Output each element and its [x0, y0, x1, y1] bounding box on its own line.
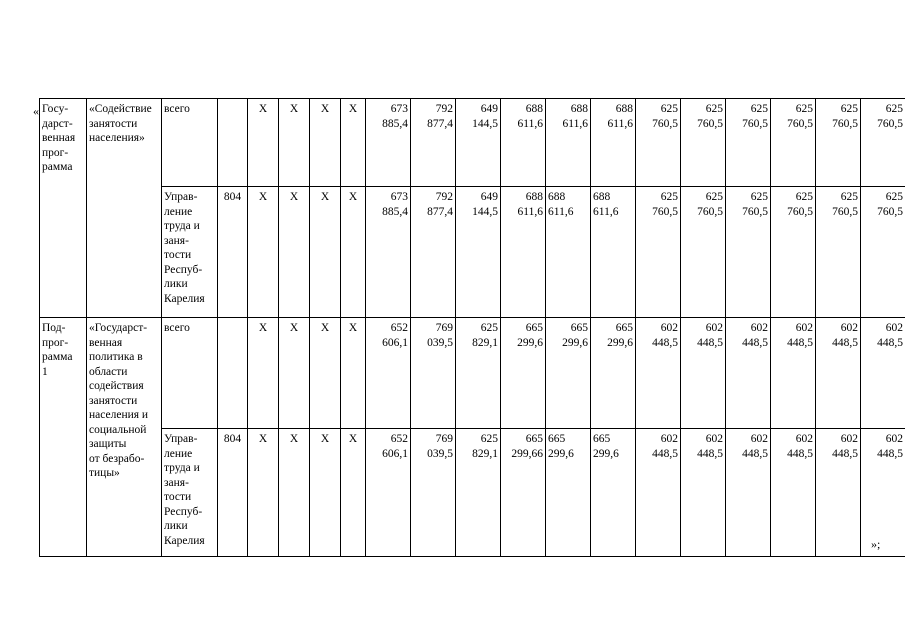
- value-cell: 665 299,6: [591, 318, 636, 429]
- value-cell: 602 448,5: [771, 429, 816, 557]
- value-cell: 665 299,6: [546, 429, 591, 557]
- value-cell: 602 448,5: [816, 429, 861, 557]
- vr-cell: X: [310, 187, 341, 318]
- value-cell: 602 448,5: [726, 429, 771, 557]
- value-cell: 625 760,5: [861, 187, 905, 318]
- grbs-cell: [218, 318, 248, 429]
- rzpr-cell: X: [248, 318, 279, 429]
- value-cell: 602 448,5: [681, 429, 726, 557]
- table-row: [40, 99, 905, 187]
- value-cell: 688 611,6: [546, 187, 591, 318]
- csr-cell: X: [279, 99, 310, 187]
- closing-quote: »;: [871, 537, 881, 551]
- grbs-cell: 804: [218, 187, 248, 318]
- grbs-cell: [218, 99, 248, 187]
- value-cell: 602 448,5: [681, 318, 726, 429]
- program-name-cell: «Содействие занятости населения»: [87, 99, 162, 318]
- value-cell: 688 611,6: [501, 187, 546, 318]
- value-cell: 792 877,4: [411, 99, 456, 187]
- value-cell: 652 606,1: [366, 318, 411, 429]
- value-cell: 625 829,1: [456, 429, 501, 557]
- value-cell: 625 829,1: [456, 318, 501, 429]
- value-cell: 652 606,1: [366, 429, 411, 557]
- value-cell: 673 885,4: [366, 187, 411, 318]
- x4-cell: X: [341, 99, 366, 187]
- status-cell: Госу- дарст- венная прог- рамма: [40, 99, 87, 318]
- vr-cell: X: [310, 318, 341, 429]
- value-cell: 665 299,6: [501, 318, 546, 429]
- responsible-cell: всего: [162, 318, 218, 429]
- value-cell: 665 299,6: [546, 318, 591, 429]
- value-cell: 688 611,6: [501, 99, 546, 187]
- vr-cell: X: [310, 99, 341, 187]
- responsible-cell: Управ- ление труда и заня- тости Респуб- лики Карелия: [162, 187, 218, 318]
- value-cell: 673 885,4: [366, 99, 411, 187]
- value-cell: 602 448,5: [636, 318, 681, 429]
- x4-cell: X: [341, 187, 366, 318]
- value-cell: 602 448,5: [816, 318, 861, 429]
- value-cell: 625 760,5: [636, 99, 681, 187]
- value-cell: 625 760,5: [681, 99, 726, 187]
- csr-cell: X: [279, 318, 310, 429]
- rzpr-cell: X: [248, 99, 279, 187]
- status-cell: Под- прог- рамма 1: [40, 318, 87, 557]
- value-cell: 602 448,5: [726, 318, 771, 429]
- value-cell: 688 611,6: [591, 187, 636, 318]
- value-cell: 625 760,5: [726, 99, 771, 187]
- value-cell: 602 448,5: [861, 318, 905, 429]
- value-cell: 602 448,5: [861, 429, 905, 557]
- responsible-cell: Управ- ление труда и заня- тости Респуб- лики Карелия: [162, 429, 218, 557]
- value-cell: 688 611,6: [546, 99, 591, 187]
- table-row: [40, 318, 905, 429]
- responsible-cell: всего: [162, 99, 218, 187]
- value-cell: 602 448,5: [636, 429, 681, 557]
- rzpr-cell: X: [248, 429, 279, 557]
- value-cell: 625 760,5: [816, 99, 861, 187]
- value-cell: 625 760,5: [771, 187, 816, 318]
- budget-table: [39, 98, 905, 557]
- value-cell: 649 144,5: [456, 99, 501, 187]
- program-name-cell: «Государст- венная политика в области содействия занятости населения и социальной защиты от безрабо- тицы»: [87, 318, 162, 557]
- csr-cell: X: [279, 429, 310, 557]
- value-cell: 665 299,66: [501, 429, 546, 557]
- csr-cell: X: [279, 187, 310, 318]
- value-cell: 769 039,5: [411, 318, 456, 429]
- value-cell: 602 448,5: [771, 318, 816, 429]
- value-cell: 625 760,5: [681, 187, 726, 318]
- value-cell: 625 760,5: [861, 99, 905, 187]
- value-cell: 688 611,6: [591, 99, 636, 187]
- value-cell: 649 144,5: [456, 187, 501, 318]
- grbs-cell: 804: [218, 429, 248, 557]
- rzpr-cell: X: [248, 187, 279, 318]
- x4-cell: X: [341, 318, 366, 429]
- table-row: [40, 429, 905, 557]
- value-cell: 665 299,6: [591, 429, 636, 557]
- value-cell: 625 760,5: [771, 99, 816, 187]
- value-cell: 792 877,4: [411, 187, 456, 318]
- table-row: [40, 187, 905, 318]
- value-cell: 625 760,5: [816, 187, 861, 318]
- value-cell: 769 039,5: [411, 429, 456, 557]
- vr-cell: X: [310, 429, 341, 557]
- value-cell: 625 760,5: [636, 187, 681, 318]
- x4-cell: X: [341, 429, 366, 557]
- opening-quote: «: [33, 104, 39, 118]
- value-cell: 625 760,5: [726, 187, 771, 318]
